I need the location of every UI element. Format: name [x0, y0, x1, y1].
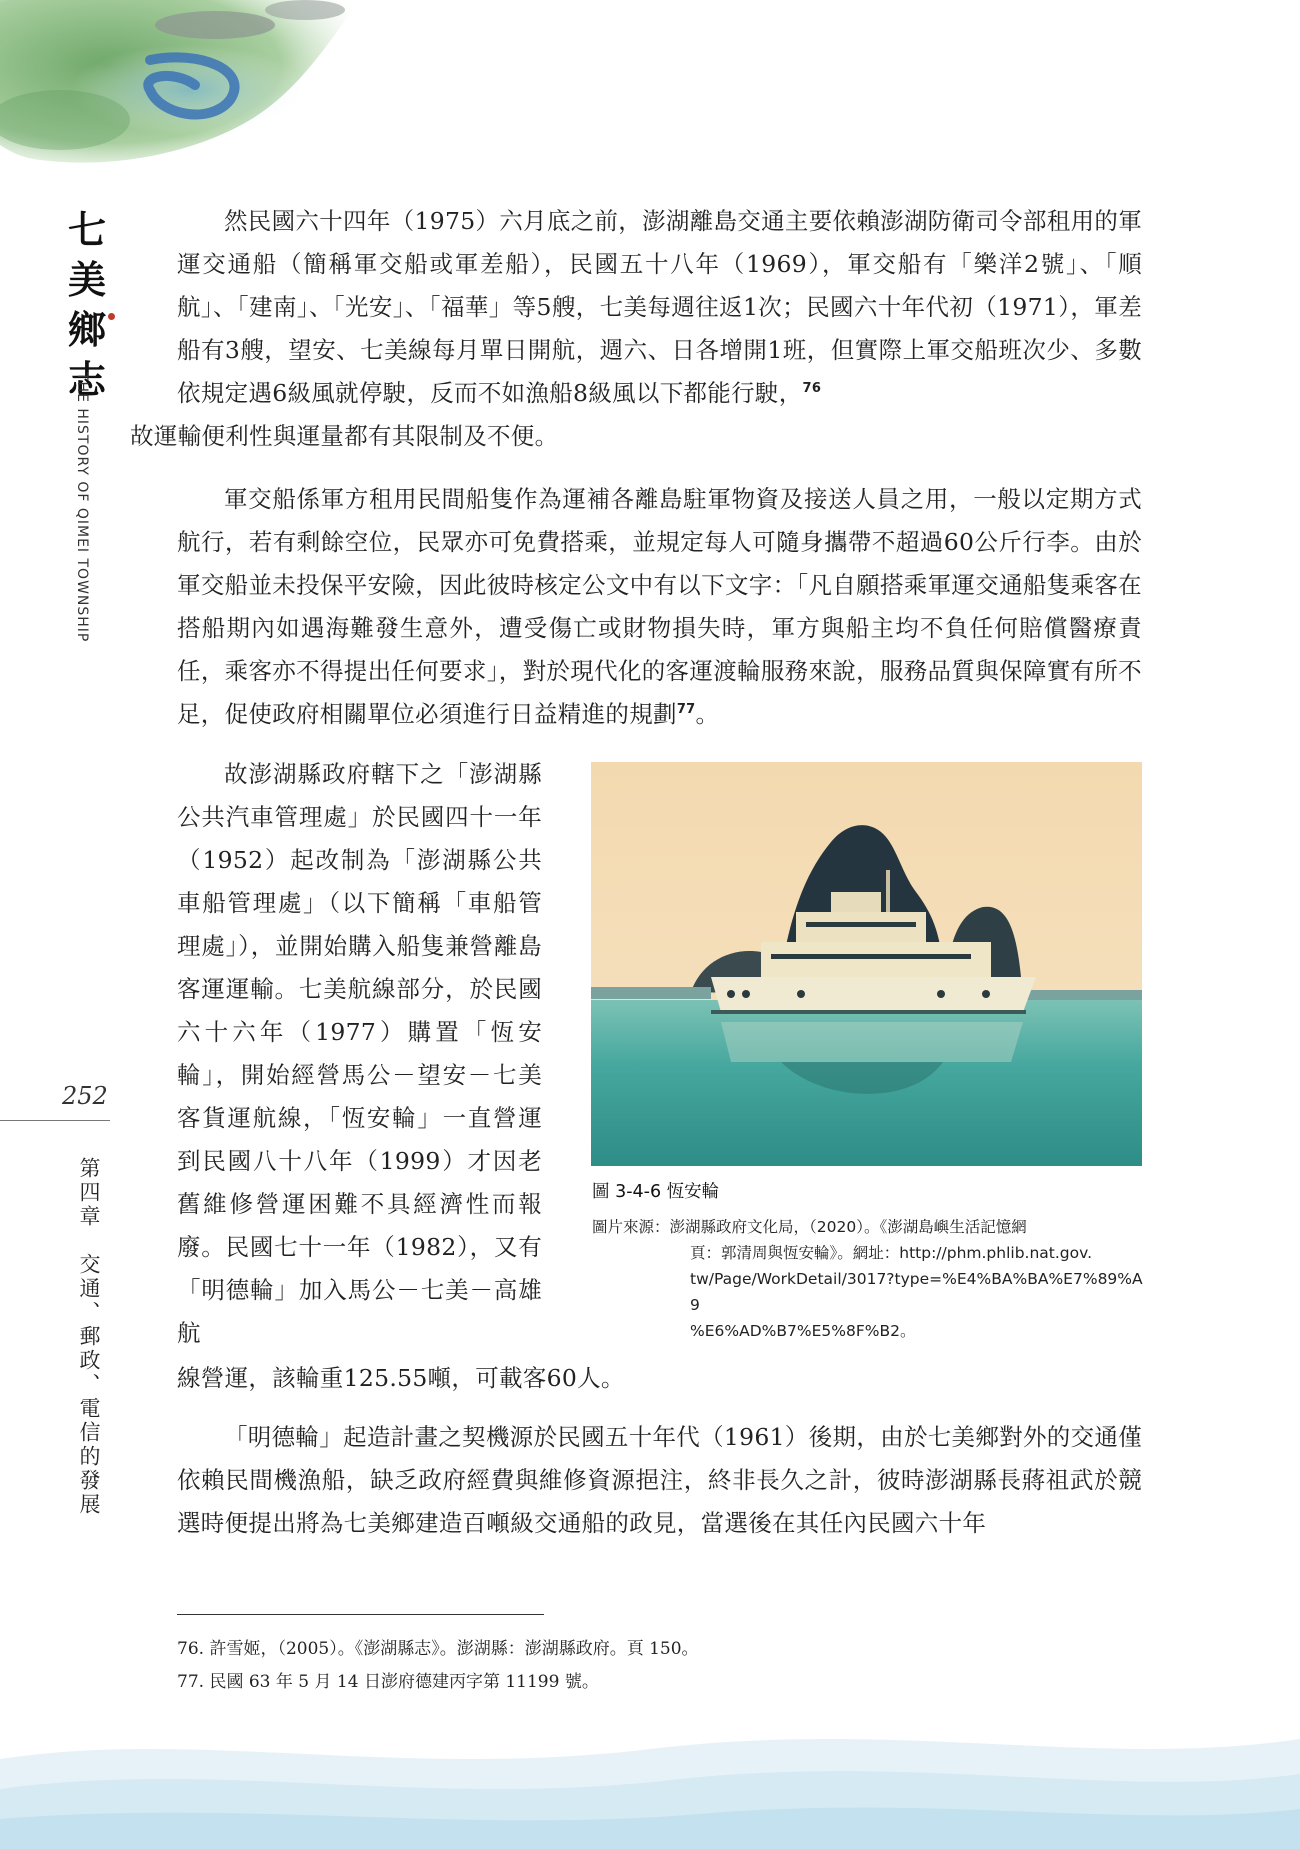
spine-title-char: 七 — [67, 207, 106, 252]
figure-source — [592, 1214, 1144, 1344]
footnote-ref-77[interactable]: 77 — [676, 702, 696, 718]
paragraph-2-text: 軍交船係軍方租用民間船隻作為運補各離島駐軍物資及接送人員之用，一般以定期方式航行，若有剩餘空位，民眾亦可免費搭乘，並規定每人可隨身攜帶不超過60公斤行李。由於軍交船並未投保平安險，因此彼時核定公文中有以下文字：「凡自願搭乘軍運交通船隻乘客在搭船期內如遇海難發生意外，遭受傷亡或財物損失時，軍方與船主均不負任何賠償醫療責任，乘客亦不得提出任何要求」，對於現代化的客運渡輪服務來說，服務品質與保障實有所不足，促使政府相關單位必須進行日益精進的規劃 — [177, 485, 1142, 728]
figure-source-label: 圖片來源： — [592, 1218, 670, 1236]
paragraph-1-end: 故運輸便利性與運量都有其限制及不便。 — [130, 422, 559, 450]
spine-title-char: 志 — [67, 357, 106, 402]
paragraph-2-end: 。 — [695, 700, 720, 728]
paragraph-1 — [130, 200, 1142, 458]
page-number: 252 — [62, 1082, 108, 1110]
paragraph-1-text: 然民國六十四年（1975）六月底之前，澎湖離島交通主要依賴澎湖防衛司令部租用的軍運交通船（簡稱軍交船或軍差船），民國五十八年（1969），軍交船有「樂洋2號」、「順航」、「建南」、「光安」、「福華」等5艘，七美每週往返1次；民國六十年代初（1971），軍差船有3艘，望安、七美線每月單日開航，週六、日各增開1班，但實際上軍交船班次少、多數依規定遇6級風就停駛，反而不如漁船8級風以下都能行駛， — [177, 207, 1142, 407]
footnote-77: 77. 民國 63 年 5 月 14 日澎府德建丙字第 11199 號。 — [177, 1672, 599, 1692]
footnote-ref-76[interactable]: 76 — [802, 381, 822, 397]
footnote-separator — [177, 1614, 544, 1615]
chapter-title: 第四章 交通、郵政、電信的發展 — [77, 1157, 101, 1517]
paragraph-3: 故澎湖縣政府轄下之「澎湖縣公共汽車管理處」於民國四十一年（1952）起改制為「澎湖縣公共車船管理處」（以下簡稱「車船管理處」），並開始購入船隻兼營離島客運運輸。七美航線部分，於民國六十六年（1977）購置「恆安輪」，開始經營馬公－望安－七美客貨運航線，「恆安輪」一直營運到民國八十八年（1999）才因老舊維修營運困難不具經濟性而報廢。民國七十一年（1982），又有「明德輪」加入馬公－七美－高雄航 — [177, 760, 542, 1347]
footnote-76: 76. 許雪姬，（2005）。《澎湖縣志》。澎湖縣：澎湖縣政府。頁 150。 — [177, 1639, 699, 1659]
spine-red-seal-dot — [108, 313, 115, 320]
corner-landscape-art — [0, 0, 440, 190]
paragraph-4: 「明德輪」起造計畫之契機源於民國五十年代（1961）後期，由於七美鄉對外的交通僅依賴民間機漁船，缺乏政府經費與維修資源挹注，終非長久之計，彼時澎湖縣長蔣祖武於競選時便提出將為七美鄉建造百噸級交通船的政見，當選後在其任內民國六十年 — [177, 1423, 1142, 1537]
spine-title-char: 鄉 — [67, 307, 106, 352]
figure-source-line-2: 頁：郭清周與恆安輪》。網址：http://phm.phlib.nat.gov. — [690, 1244, 1093, 1262]
bottom-wave-decoration — [0, 1699, 1300, 1849]
spine-title-char: 美 — [67, 257, 106, 302]
figure-source-line-3: tw/Page/WorkDetail/3017?type=%E4%BA%BA%E7%89%A9 — [690, 1270, 1143, 1314]
figure-source-line-1: 澎湖縣政府文化局，（2020）。《澎湖島嶼生活記憶網 — [669, 1218, 1027, 1236]
page-number-rule — [0, 1120, 110, 1121]
spine-english-title: THE HISTORY OF QIMEI TOWNSHIP — [74, 372, 90, 643]
figure-caption-title: 圖 3-4-6 恆安輪 — [592, 1182, 720, 1202]
footnotes — [177, 1633, 1077, 1699]
ship-photo-heng-an — [591, 762, 1142, 1166]
paragraph-3-continuation: 線營運，該輪重125.55噸，可載客60人。 — [177, 1364, 625, 1392]
paragraph-2 — [177, 478, 1142, 736]
figure-source-line-4: %E6%AD%B7%E5%8F%B2。 — [690, 1322, 916, 1340]
